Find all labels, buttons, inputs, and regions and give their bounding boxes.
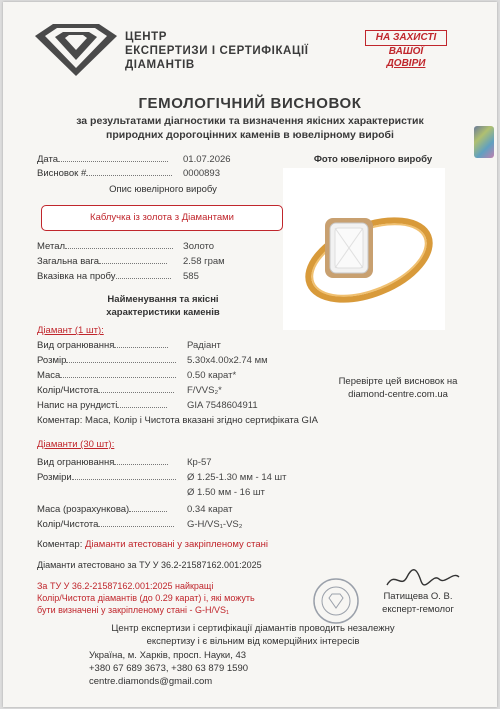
main-diamond-comment: Коментар: Маса, Колір і Чистота вказані згідно сертифіката GIA — [37, 415, 318, 426]
metal-row — [37, 240, 173, 253]
inscription-label: Напис на рундисті — [37, 400, 118, 411]
dots — [117, 399, 167, 408]
expert-block — [363, 590, 473, 616]
stones-header — [53, 293, 273, 319]
main-inscription-value: GIA 7548604911 — [187, 400, 258, 411]
note-line-1: За ТУ У 36.2-21587162.001:2025 найкращі — [37, 581, 214, 591]
dots — [65, 240, 173, 249]
item-description: Каблучка із золота з Діамантами — [90, 212, 234, 223]
hallmark-value: 585 — [183, 271, 199, 282]
dots — [98, 518, 174, 527]
note-line-2: Колір/Чистота діамантів (до 0.29 карат) і, які можуть — [37, 593, 255, 603]
trust-stamp — [365, 30, 447, 68]
weight-value: 2.58 грам — [183, 256, 225, 267]
mass-label: Маса — [37, 370, 61, 381]
organization-name — [125, 30, 309, 72]
standards-note — [37, 580, 255, 616]
sizes-label: Розміри — [37, 472, 72, 483]
diamond-logo-icon — [31, 22, 121, 78]
dots — [98, 384, 174, 393]
cut-label: Вид огранювання — [37, 340, 115, 351]
stamp-line-1: НА ЗАХИСТІ — [365, 30, 447, 46]
expert-name: Патищева О. В. — [383, 591, 453, 602]
hologram-icon — [474, 126, 494, 158]
small-size-row — [37, 471, 176, 484]
main-diamond-header: Діамант (1 шт): — [37, 325, 104, 336]
mass-label: Маса (розрахункова) — [37, 504, 130, 515]
main-inscription-row — [37, 399, 167, 412]
date-row — [37, 153, 168, 166]
small-diamonds-header: Діаманти (30 шт): — [37, 439, 115, 450]
item-description-box — [41, 205, 283, 231]
main-size-value: 5.30x4.00x2.74 мм — [187, 355, 268, 366]
small-comment-row — [37, 538, 268, 551]
dots — [66, 354, 176, 363]
report-number: 0000893 — [183, 168, 220, 179]
small-size-value-1: Ø 1.25-1.30 мм - 14 шт — [187, 472, 287, 483]
address: Україна, м. Харків, просп. Науки, 43 — [89, 650, 247, 661]
small-mass-value: 0.34 карат — [187, 504, 233, 515]
hallmark-label: Вказівка на пробу — [37, 271, 116, 282]
page-subtitle — [33, 114, 467, 142]
small-color-value: G-H/VS₁-VS₂ — [187, 519, 243, 530]
signature-icon — [383, 567, 463, 591]
org-line-1: ЦЕНТР — [125, 31, 168, 43]
cut-label: Вид огранювання — [37, 457, 115, 468]
weight-row — [37, 255, 167, 268]
dots — [86, 167, 172, 176]
main-mass-row — [37, 369, 176, 382]
metal-label: Метал — [37, 241, 66, 252]
subtitle-line-1: за результатами діагностики та визначення якісних характеристик — [76, 115, 424, 127]
phones[interactable]: +380 67 689 3673, +380 63 879 1590 — [89, 663, 249, 674]
certificate-page — [3, 2, 497, 707]
attestation-line: Діаманти атестовано за ТУ У 36.2-21587162.001:2025 — [37, 560, 262, 570]
main-cut-row — [37, 339, 168, 352]
comment-label: Коментар: — [37, 539, 83, 550]
footer-statement — [43, 622, 463, 648]
email-link[interactable]: centre.diamonds@gmail.com — [89, 676, 213, 687]
contact-block — [89, 649, 248, 688]
footer-line-2: експертизу і є вільним від комерційних інтересів — [146, 636, 360, 647]
hallmark-row — [37, 270, 171, 283]
main-color-value: F/VVS₂* — [187, 385, 222, 396]
dots — [99, 255, 167, 264]
dots — [116, 270, 171, 279]
page-title: ГЕМОЛОГІЧНИЙ ВИСНОВОК — [138, 95, 362, 112]
report-row — [37, 167, 172, 180]
main-mass-value: 0.50 карат* — [187, 370, 237, 381]
footer-line-1: Центр експертизи і сертифікації діамантів проводить незалежну — [111, 623, 395, 634]
main-size-row — [37, 354, 176, 367]
dots — [129, 503, 167, 512]
verify-line-1: Перевірте цей висновок на — [338, 376, 458, 387]
verify-link[interactable]: diamond-centre.com.ua — [348, 389, 448, 400]
report-label: Висновок # — [37, 168, 87, 179]
stamp-line-3: ДОВІРИ — [386, 58, 426, 69]
date-value: 01.07.2026 — [183, 154, 231, 165]
main-color-row — [37, 384, 174, 397]
small-color-row — [37, 518, 174, 531]
ring-photo — [283, 168, 445, 330]
stamp-line-2: ВАШОЇ — [388, 46, 424, 57]
seal-icon — [311, 576, 361, 626]
date-label: Дата — [37, 154, 59, 165]
small-mass-row — [37, 503, 167, 516]
small-diamonds-comment: Діаманти атестовані у закріпленому стані — [84, 539, 269, 550]
small-cut-value: Кр-57 — [187, 457, 212, 468]
size-label: Розмір — [37, 355, 67, 366]
subtitle-line-2: природних дорогоцінних каменів в ювелірному виробі — [106, 129, 394, 141]
expert-title: експерт-гемолог — [382, 604, 454, 615]
item-description-header: Опис ювелірного виробу — [109, 184, 217, 195]
weight-label: Загальна вага — [37, 256, 99, 267]
org-line-3: ДІАМАНТІВ — [125, 59, 195, 71]
photo-label: Фото ювелірного виробу — [313, 154, 433, 165]
color-label: Колір/Чистота — [37, 519, 99, 530]
small-size-value-2: Ø 1.50 мм - 16 шт — [187, 487, 265, 498]
small-cut-row — [37, 456, 168, 469]
org-line-2: ЕКСПЕРТИЗИ І СЕРТИФІКАЦІЇ — [125, 45, 309, 57]
metal-value: Золото — [183, 241, 215, 252]
color-label: Колір/Чистота — [37, 385, 99, 396]
stones-header-line-2: характеристики каменів — [106, 307, 220, 318]
dots — [72, 471, 176, 480]
dots — [58, 153, 168, 162]
dots — [114, 339, 168, 348]
main-cut-value: Радіант — [187, 340, 221, 351]
stones-header-line-1: Найменування та якісні — [107, 294, 219, 305]
dots — [60, 369, 176, 378]
note-line-3: бути визначені у закріпленому стані - G-H/VS₁ — [37, 605, 229, 615]
dots — [114, 456, 168, 465]
verify-note — [323, 375, 473, 401]
